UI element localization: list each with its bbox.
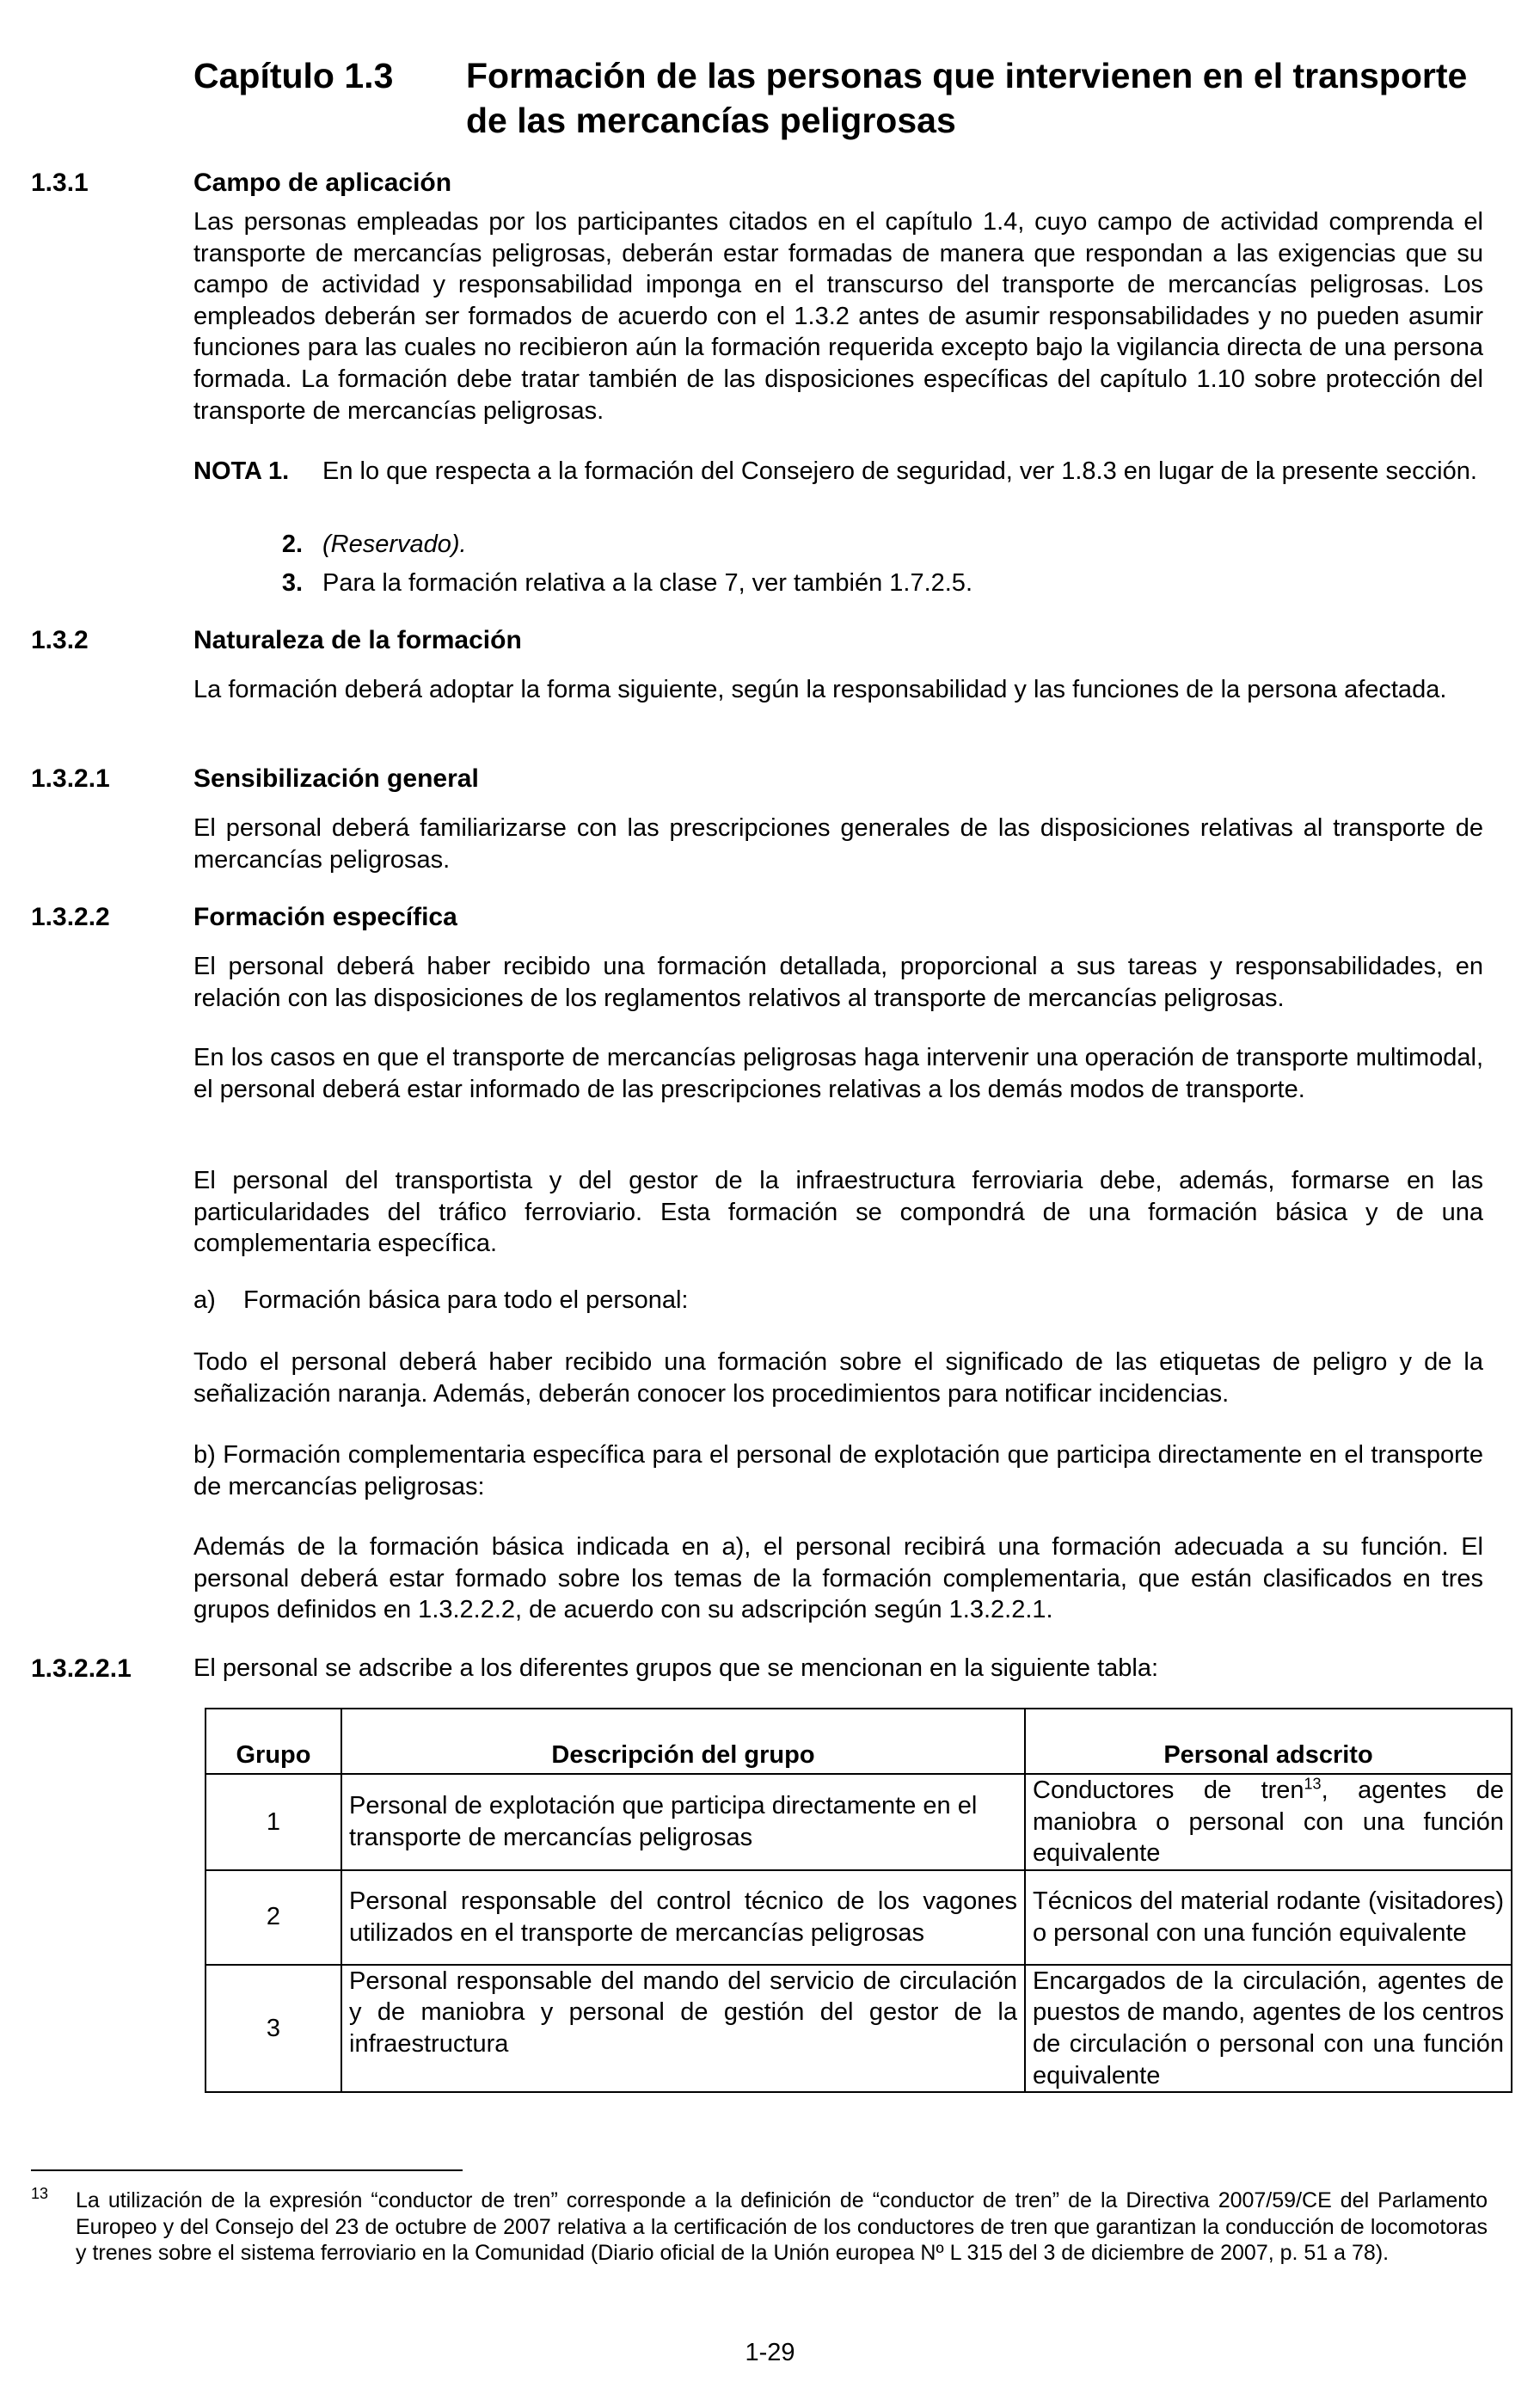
chapter-label: Capítulo 1.3	[193, 56, 394, 95]
list-item-b-title: b) Formación complementaria específica para el personal de explotación que participa directamente en el transporte de mercancías peligrosas:	[193, 1441, 1483, 1500]
section-number-1-3-2: 1.3.2	[31, 626, 89, 654]
note-1-text: En lo que respecta a la formación del Consejero de seguridad, ver 1.8.3 en lugar de la presente sección.	[322, 457, 1477, 485]
paragraph-formacion-basica: Todo el personal deberá haber recibido una formación sobre el significado de las etiquetas de peligro y de la señalización naranja. Además, deberán conocer los procedimientos para notificar incidencias.	[193, 1348, 1483, 1408]
paragraph-campo-aplicacion: Las personas empleadas por los participantes citados en el capítulo 1.4, cuyo campo de actividad comprenda el transporte de mercancías peligrosas, deberán estar formadas de manera que respondan a las exigencias que su campo de actividad y responsabilidad imponga en el transcurso del transporte de mercancías peligrosas. Los empleados deberán ser formados de acuerdo con el 1.3.2 antes de asumir responsabilidades y no pueden asumir funciones para las cuales no recibieron aún la formación requerida excepto bajo la vigilancia directa de una persona formada. La formación debe tratar también de las disposiciones específicas del capítulo 1.10 sobre protección del transporte de mercancías peligrosas.	[193, 208, 1483, 425]
paragraph-adscripcion: El personal se adscribe a los diferentes grupos que se mencionan en la siguiente tabla:	[193, 1654, 1159, 1682]
page-number: 1-29	[745, 2339, 795, 2366]
table-header-row	[206, 1709, 1512, 1774]
paragraph-naturaleza: La formación deberá adoptar la forma siguiente, según la responsabilidad y las funciones de la persona afectada.	[193, 676, 1447, 703]
cell-grupo: 1	[206, 1774, 341, 1870]
section-title-1-3-2-1: Sensibilización general	[193, 764, 479, 793]
paragraph-formacion-complementaria: Además de la formación básica indicada en a), el personal recibirá una formación adecuada a su función. El personal deberá estar formado sobre los temas de la formación complementaria, que están clasificados en tres grupos definidos en 1.3.2.2.2, de acuerdo con su adscripción según 1.3.2.2.1.	[193, 1533, 1483, 1624]
header-personal: Personal adscrito	[1025, 1709, 1512, 1774]
cell-personal	[1025, 1774, 1512, 1870]
section-title-1-3-2: Naturaleza de la formación	[193, 626, 522, 654]
list-item-a-title: Formación básica para todo el personal:	[243, 1286, 689, 1314]
footnote-text: La utilización de la expresión “conductor de tren” corresponde a la definición de “conductor de tren” de la Directiva 2007/59/CE del Parlamento Europeo y del Consejo del 23 de octubre de 2007 relativa a la certificación de los conductores de tren que garantizan la conducción de locomotoras y trenes sobre el sistema ferroviario en la Comunidad (Diario oficial de la Unión europea Nº L 315 del 3 de diciembre de 2007, p. 51 a 78).	[76, 2188, 1488, 2265]
section-number-1-3-2-1: 1.3.2.1	[31, 764, 110, 793]
cell-personal-text: Conductores de tren	[1033, 1776, 1304, 1804]
header-grupo: Grupo	[206, 1709, 341, 1774]
cell-personal: Técnicos del material rodante (visitadores) o personal con una función equivalente	[1025, 1870, 1512, 1965]
section-title-1-3-2-2: Formación específica	[193, 903, 457, 931]
cell-grupo: 3	[206, 1965, 341, 2092]
cell-descripcion: Personal responsable del control técnico de los vagones utilizados en el transporte de mercancías peligrosas	[341, 1870, 1025, 1965]
note-label: NOTA 1.	[193, 457, 290, 485]
table-row	[206, 1870, 1512, 1965]
cell-grupo: 2	[206, 1870, 341, 1965]
groups-table	[205, 1708, 1512, 2093]
paragraph-sensibilizacion: El personal deberá familiarizarse con las prescripciones generales de las disposiciones relativas al transporte de mercancías peligrosas.	[193, 814, 1483, 874]
footnote-mark: 13	[31, 2185, 49, 2202]
cell-descripcion: Personal de explotación que participa directamente en el transporte de mercancías peligrosas	[341, 1774, 1025, 1870]
note-2-text: (Reservado).	[322, 531, 467, 558]
section-number-1-3-2-2-1: 1.3.2.2.1	[31, 1654, 132, 1683]
note-3-text: Para la formación relativa a la clase 7, ver también 1.7.2.5.	[322, 569, 972, 597]
table-row	[206, 1965, 1512, 2092]
paragraph-formacion-especifica-1: El personal deberá haber recibido una formación detallada, proporcional a sus tareas y responsabilidades, en relación con las disposiciones de los reglamentos relativos al transporte de mercancías peligrosas.	[193, 953, 1483, 1012]
cell-personal-text-cont: , agentes de maniobra o personal con una función equivalente	[1033, 1776, 1504, 1868]
list-marker-a: a)	[193, 1286, 216, 1314]
section-number-1-3-1: 1.3.1	[31, 169, 89, 197]
cell-personal: Encargados de la circulación, agentes de puestos de mando, agentes de los centros de circulación o personal con una función equivalente	[1025, 1965, 1512, 2092]
paragraph-formacion-especifica-3: El personal del transportista y del gestor de la infraestructura ferroviaria debe, además, formarse en las particularidades del tráfico ferroviario. Esta formación se compondrá de una formación básica y de una complementaria específica.	[193, 1167, 1483, 1258]
paragraph-formacion-especifica-2: En los casos en que el transporte de mercancías peligrosas haga intervenir una operación de transporte multimodal, el personal deberá estar informado de las prescripciones relativas a los demás modos de transporte.	[193, 1044, 1483, 1103]
chapter-title: Formación de las personas que intervienen en el transporte de las mercancías peligrosas	[466, 56, 1468, 140]
header-descripcion: Descripción del grupo	[341, 1709, 1025, 1774]
footnote-reference: 13	[1304, 1775, 1322, 1793]
cell-descripcion: Personal responsable del mando del servicio de circulación y de maniobra y personal de gestión del gestor de la infraestructura	[341, 1965, 1025, 2092]
table-row	[206, 1774, 1512, 1870]
note-2-number: 2.	[281, 531, 303, 558]
section-number-1-3-2-2: 1.3.2.2	[31, 903, 110, 931]
note-3-number: 3.	[281, 569, 303, 597]
section-title-1-3-1: Campo de aplicación	[193, 169, 452, 197]
footnote-separator	[31, 2169, 463, 2171]
